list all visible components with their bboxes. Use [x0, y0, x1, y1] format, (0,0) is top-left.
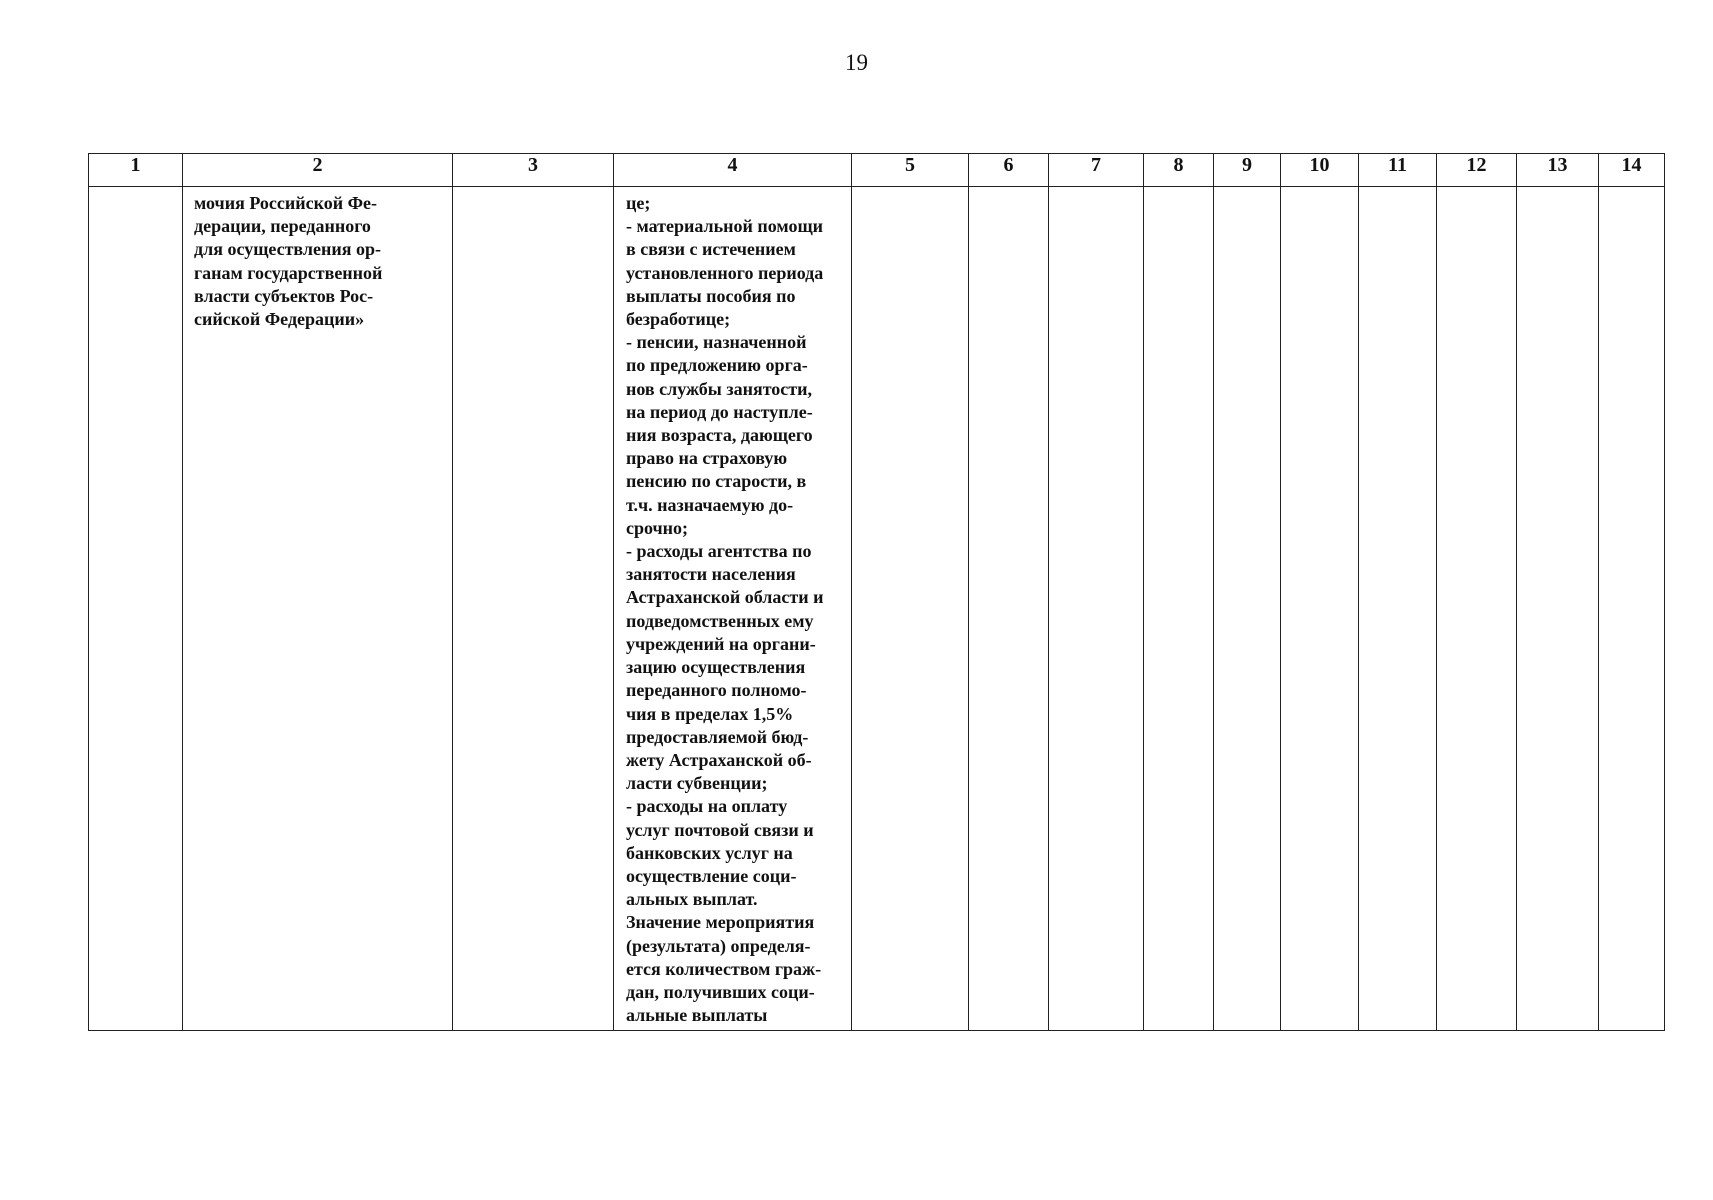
column-header: 2 — [183, 154, 453, 187]
column-header: 3 — [453, 154, 614, 187]
text-line: чия в пределах 1,5% — [626, 703, 794, 724]
table-cell — [852, 187, 969, 1031]
text-line: установленного периода — [626, 262, 824, 283]
table-cell-col4 — [614, 187, 852, 1031]
text-line: для осуществления ор- — [194, 239, 381, 260]
column-header: 9 — [1214, 154, 1281, 187]
column-header: 14 — [1599, 154, 1665, 187]
table-cell — [1144, 187, 1214, 1031]
page-number: 19 — [845, 50, 868, 75]
column-header: 12 — [1437, 154, 1517, 187]
text-line: альных выплат. — [626, 889, 758, 910]
text-line: осуществление соци- — [626, 865, 797, 886]
text-line: занятости населения — [626, 564, 796, 585]
text-line: (результата) определя- — [626, 935, 811, 956]
column-header: 10 — [1281, 154, 1359, 187]
text-line: Астраханской области и — [626, 587, 824, 608]
table-cell — [89, 187, 183, 1031]
text-line: т.ч. назначаемую до- — [626, 494, 794, 515]
text-line: ласти субвенции; — [626, 773, 768, 794]
text-line: дерации, переданного — [194, 216, 371, 237]
column-header: 13 — [1517, 154, 1599, 187]
text-line: на период до наступле- — [626, 401, 813, 422]
text-line: Значение мероприятия — [626, 912, 815, 933]
cell-text-col4 — [614, 187, 851, 1027]
table-cell — [1437, 187, 1517, 1031]
text-line: право на страховую — [626, 448, 788, 469]
table-cell — [453, 187, 614, 1031]
text-line: - пенсии, назначенной — [626, 332, 807, 353]
text-line: ганам государственной — [194, 262, 383, 283]
text-line: дан, получивших соци- — [626, 981, 815, 1002]
text-line: выплаты пособия по — [626, 285, 796, 306]
text-line: сийской Федерации» — [194, 309, 365, 330]
column-header: 5 — [852, 154, 969, 187]
text-line: - материальной помощи — [626, 216, 824, 237]
cell-text-col2 — [183, 187, 452, 331]
table-cell — [1281, 187, 1359, 1031]
text-line: ется количеством граж- — [626, 958, 822, 979]
table-cell — [1599, 187, 1665, 1031]
text-line: - расходы агентства по — [626, 541, 812, 562]
data-table — [88, 153, 1665, 1031]
column-header: 11 — [1359, 154, 1437, 187]
text-line: в связи с истечением — [626, 239, 796, 260]
text-line: предоставляемой бюд- — [626, 726, 809, 747]
table-row — [89, 187, 1665, 1031]
text-line: жету Астраханской об- — [626, 749, 812, 770]
text-line: мочия Российской Фе- — [194, 193, 378, 214]
table-cell — [1049, 187, 1144, 1031]
header-row — [89, 154, 1665, 187]
text-line: по предложению орга- — [626, 355, 808, 376]
text-line: нов службы занятости, — [626, 378, 813, 399]
text-line: пенсию по старости, в — [626, 471, 807, 492]
table-cell — [1214, 187, 1281, 1031]
column-header: 1 — [89, 154, 183, 187]
column-header: 6 — [969, 154, 1049, 187]
text-line: власти субъектов Рос- — [194, 285, 374, 306]
text-line: банковских услуг на — [626, 842, 793, 863]
text-line: услуг почтовой связи и — [626, 819, 814, 840]
column-header: 4 — [614, 154, 852, 187]
table-cell-col2 — [183, 187, 453, 1031]
text-line: - расходы на оплату — [626, 796, 788, 817]
text-line: срочно; — [626, 517, 689, 538]
text-line: це; — [626, 193, 651, 214]
text-line: ния возраста, дающего — [626, 425, 813, 446]
text-line: переданного полномо- — [626, 680, 807, 701]
text-line: учреждений на органи- — [626, 633, 816, 654]
text-line: подведомственных ему — [626, 610, 814, 631]
column-header: 8 — [1144, 154, 1214, 187]
column-header: 7 — [1049, 154, 1144, 187]
table-cell — [1359, 187, 1437, 1031]
text-line: безработице; — [626, 309, 731, 330]
table-cell — [969, 187, 1049, 1031]
text-line: альные выплаты — [626, 1005, 768, 1026]
text-line: зацию осуществления — [626, 657, 806, 678]
table-cell — [1517, 187, 1599, 1031]
